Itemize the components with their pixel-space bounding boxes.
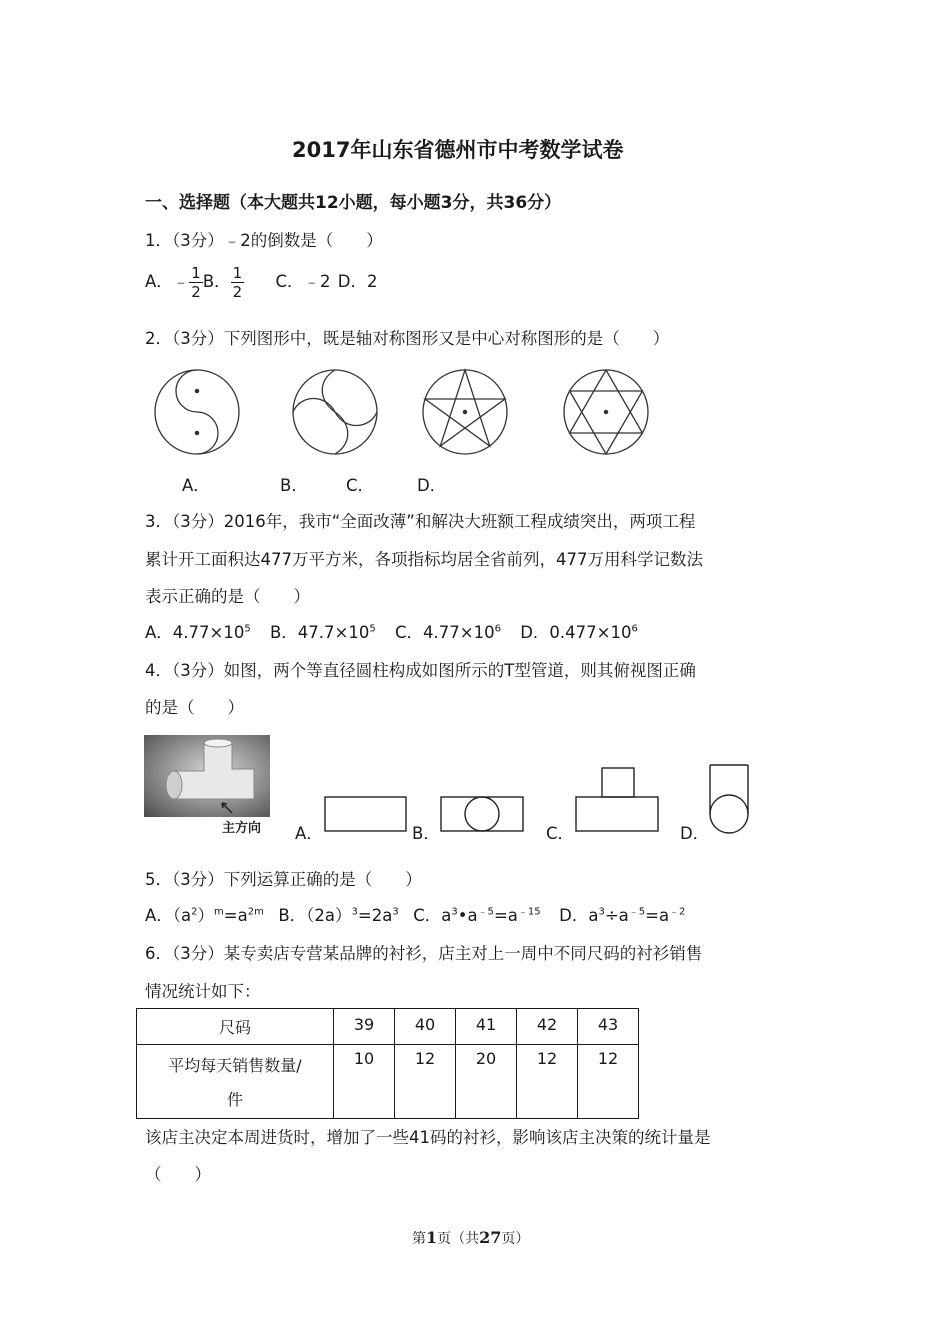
t-pipe-shape <box>144 735 270 817</box>
table-cell: 20 <box>456 1045 517 1119</box>
table-row <box>137 1045 639 1119</box>
section-header: 一、选择题（本大题共12小题，每小题3分，共36分） <box>145 193 562 213</box>
figure-label-b: B． <box>280 476 308 495</box>
question-3-line-3: 表示正确的是（ ） <box>145 587 310 606</box>
option-c: C．﹣2 <box>275 272 331 291</box>
table-cell: 12 <box>395 1045 456 1119</box>
figure-label-c: C． <box>346 476 375 495</box>
yin-yang-figure <box>155 370 239 454</box>
view-label-c: C． <box>546 824 575 843</box>
question-5-stem: 5．（3分）下列运算正确的是（ ） <box>145 870 422 889</box>
option-a-prefix: A．﹣ <box>145 272 190 291</box>
table-cell: 42 <box>517 1009 578 1045</box>
page-total: 27 <box>479 1228 502 1247</box>
question-6-line-2: 情况统计如下： <box>145 982 261 1001</box>
pentagram-figure <box>423 370 507 454</box>
page-footer: 第1页（共27页） <box>412 1228 530 1247</box>
view-label-a: A． <box>295 824 323 843</box>
t-pipe-photo <box>144 735 270 817</box>
table-cell: 43 <box>578 1009 639 1045</box>
fraction-half-b: $\frac{1}{2}$ <box>232 264 243 301</box>
swirl-figure <box>293 370 377 454</box>
hexagram-figure <box>564 370 648 454</box>
table-header-size: 尺码 <box>137 1009 334 1045</box>
table-cell: 41 <box>456 1009 517 1045</box>
view-b-rect-circle <box>441 797 523 831</box>
view-label-d: D． <box>680 824 710 843</box>
table-row <box>137 1009 639 1045</box>
question-5-options <box>145 902 685 926</box>
question-4-line-2: 的是（ ） <box>145 698 244 717</box>
option-d: D．2 <box>337 272 378 291</box>
top-view-options <box>320 762 760 842</box>
size-sales-table <box>136 1008 639 1119</box>
option-b: B．47.7×10 <box>269 623 370 642</box>
photo-caption: 主方向 <box>222 821 262 836</box>
view-label-b: B． <box>412 824 440 843</box>
question-1-options <box>145 264 377 301</box>
figure-label-d: D． <box>417 476 447 495</box>
view-c-t-shape <box>576 768 658 831</box>
option-c: C．4.77×10 <box>395 623 495 642</box>
option-c: C．$a^3•a^{﹣5}=a^{﹣15}$ <box>413 906 541 925</box>
option-a: A．4.77×10 <box>145 623 245 642</box>
question-6-line-4: （ ） <box>145 1165 211 1184</box>
fraction-half-a: $\frac{1}{2}$ <box>191 264 201 301</box>
table-header-count: 平均每天销售数量/ 件 <box>137 1045 334 1119</box>
view-d-circle-u <box>710 765 748 833</box>
option-d: D．$a^3\div a^{﹣5}=a^{﹣2}$ <box>559 906 686 925</box>
option-b: B．$(2a)^3=2a^3$ <box>278 906 399 925</box>
option-b-prefix: B． <box>202 272 231 291</box>
option-d: D．0.477×10 <box>520 623 632 642</box>
page-title: 2017年山东省德州市中考数学试卷 <box>292 138 624 162</box>
question-2-figures <box>150 365 720 460</box>
question-3-line-2: 累计开工面积达477万平方米，各项指标均居全省前列，477万用科学记数法 <box>145 550 703 569</box>
question-2-stem: 2．（3分）下列图形中，既是轴对称图形又是中心对称图形的是（ ） <box>145 329 670 348</box>
page-number: 1 <box>426 1228 438 1247</box>
question-6-line-1: 6．（3分）某专卖店专营某品牌的衬衫，店主对上一周中不同尺码的衬衫销售 <box>145 944 703 963</box>
table-cell: 39 <box>334 1009 395 1045</box>
table-cell: 40 <box>395 1009 456 1045</box>
table-cell: 12 <box>578 1045 639 1119</box>
view-a-rectangle <box>325 797 406 831</box>
question-1-stem: 1．（3分）﹣2的倒数是（ ） <box>145 231 383 250</box>
table-cell: 12 <box>517 1045 578 1119</box>
option-a: A．$(a^2)^m=a^{2m}$ <box>145 906 264 925</box>
question-6-line-3: 该店主决定本周进货时，增加了一些41码的衬衫，影响该店主决策的统计量是 <box>145 1128 711 1147</box>
question-4-line-1: 4．（3分）如图，两个等直径圆柱构成如图所示的T型管道，则其俯视图正确 <box>145 661 696 680</box>
figure-label-a: A． <box>182 476 210 495</box>
question-3-options: A．$4.77\times 10^5$ B．$47.7\times 10^5$ C．$4.77\times 10^6$ D．$0.477\times 10^6$ <box>145 623 638 642</box>
table-cell: 10 <box>334 1045 395 1119</box>
question-3-line-1: 3．（3分）2016年，我市“全面改薄”和解决大班额工程成绩突出，两项工程 <box>145 512 696 531</box>
